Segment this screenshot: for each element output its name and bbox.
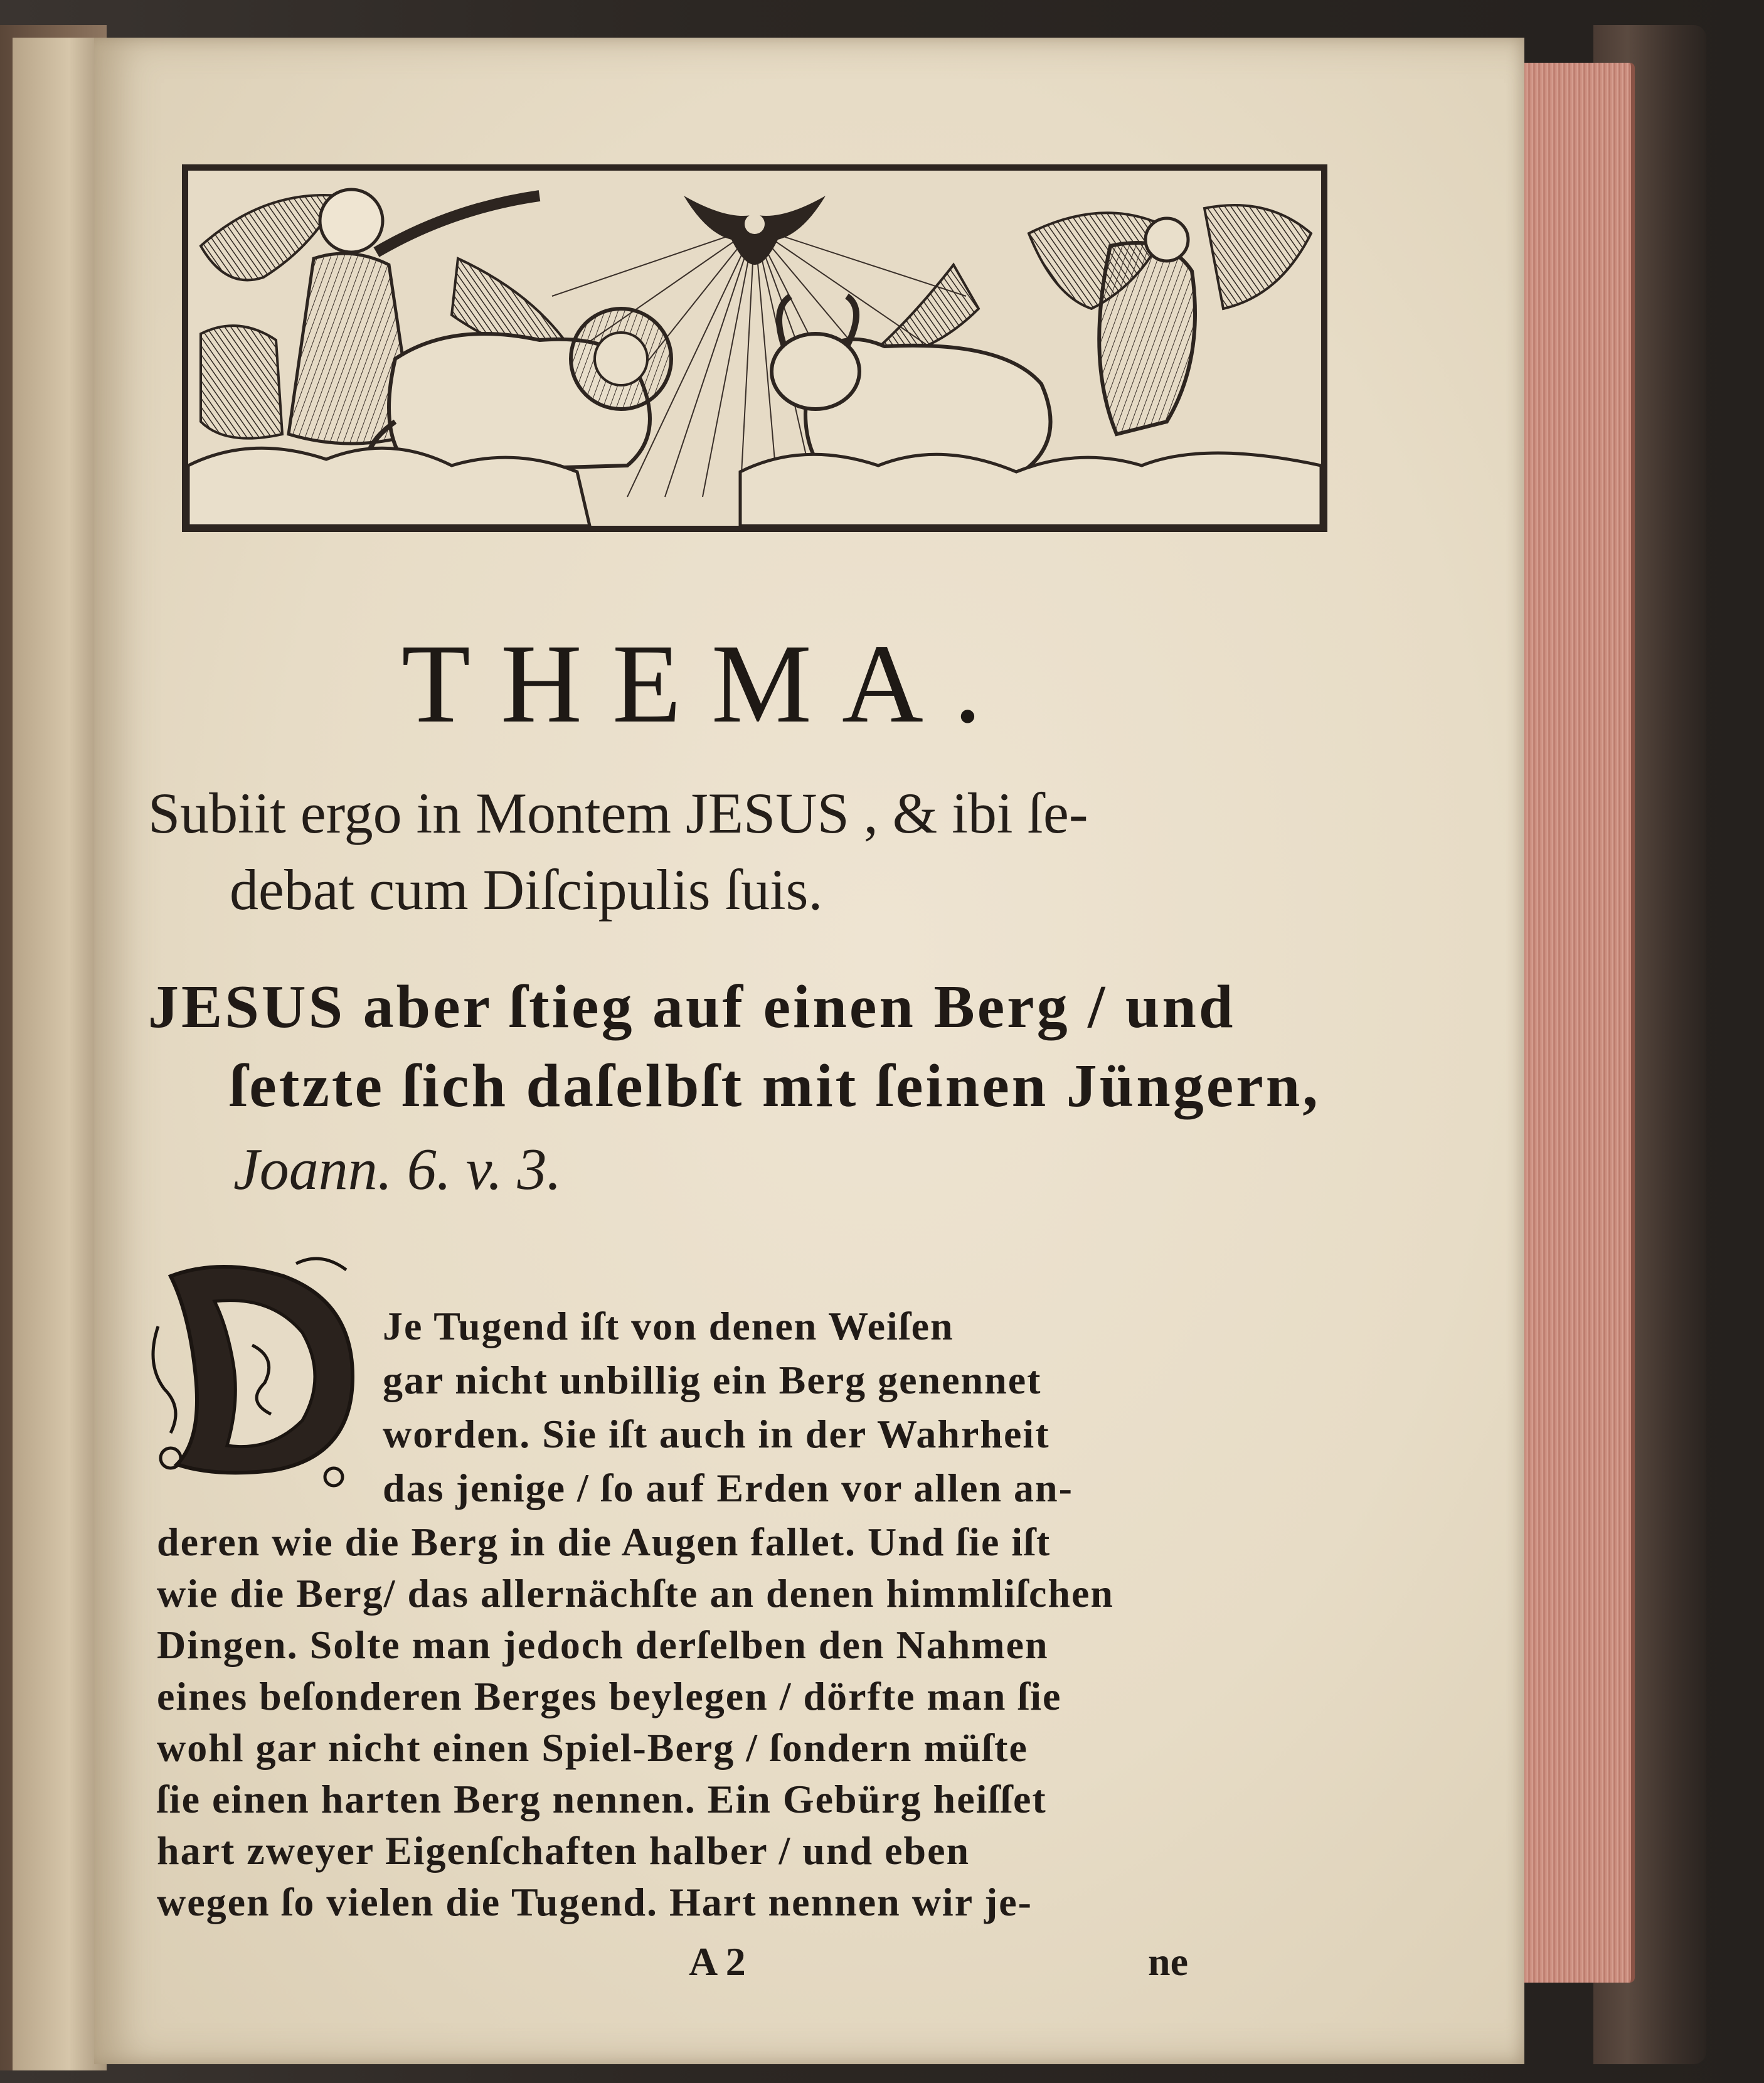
signature-mark: A 2 (689, 1939, 746, 1984)
page-edges-red (1506, 63, 1635, 1983)
dropcap-d-icon (146, 1251, 373, 1489)
woodcut-header-illustration (182, 164, 1327, 532)
body-line: eines beſonderen Berges beylegen / dörfte man ſie (157, 1674, 1062, 1718)
body-line: worden. Sie iſt auch in der Wahrheit (383, 1412, 1050, 1456)
german-line-1: JESUS aber ſtieg auf einen Berg / und (148, 973, 1236, 1041)
body-line: wie die Berg/ das allernächſte an denen himmliſchen (157, 1571, 1114, 1616)
body-line: deren wie die Berg in die Augen fallet. Und ſie iſt (157, 1520, 1051, 1564)
german-line-2: ſetzte ſich daſelbſt mit ſeinen Jüngern, (230, 1052, 1320, 1120)
body-line: wegen ſo vielen die Tugend. Hart nennen wir je- (157, 1880, 1033, 1924)
catchword: ne (1148, 1939, 1188, 1984)
body-line: hart zweyer Eigenſchaften halber / und eben (157, 1828, 970, 1873)
woodcut-four-evangelists-image (188, 171, 1321, 526)
body-line: Je Tugend iſt von denen Weiſen (383, 1304, 954, 1348)
scripture-reference: Joann. 6. v. 3. (233, 1137, 561, 1202)
thema-title: THEMA. (401, 621, 1012, 746)
body-line: gar nicht unbillig ein Berg genennet (383, 1358, 1042, 1402)
ornamental-dropcap (146, 1251, 373, 1489)
body-line: ſie einen harten Berg nennen. Ein Gebürg heiſſet (157, 1777, 1047, 1821)
latin-line-2: debat cum Diſcipulis ſuis. (230, 858, 823, 922)
body-line: wohl gar nicht einen Spiel-Berg / ſondern müſte (157, 1725, 1028, 1770)
body-line: das jenige / ſo auf Erden vor allen an- (383, 1466, 1073, 1510)
latin-line-1: Subiit ergo in Montem JESUS , & ibi ſe- (148, 781, 1088, 845)
body-line: Dingen. Solte man jedoch derſelben den Nahmen (157, 1622, 1049, 1667)
left-page-edge (13, 38, 107, 2070)
